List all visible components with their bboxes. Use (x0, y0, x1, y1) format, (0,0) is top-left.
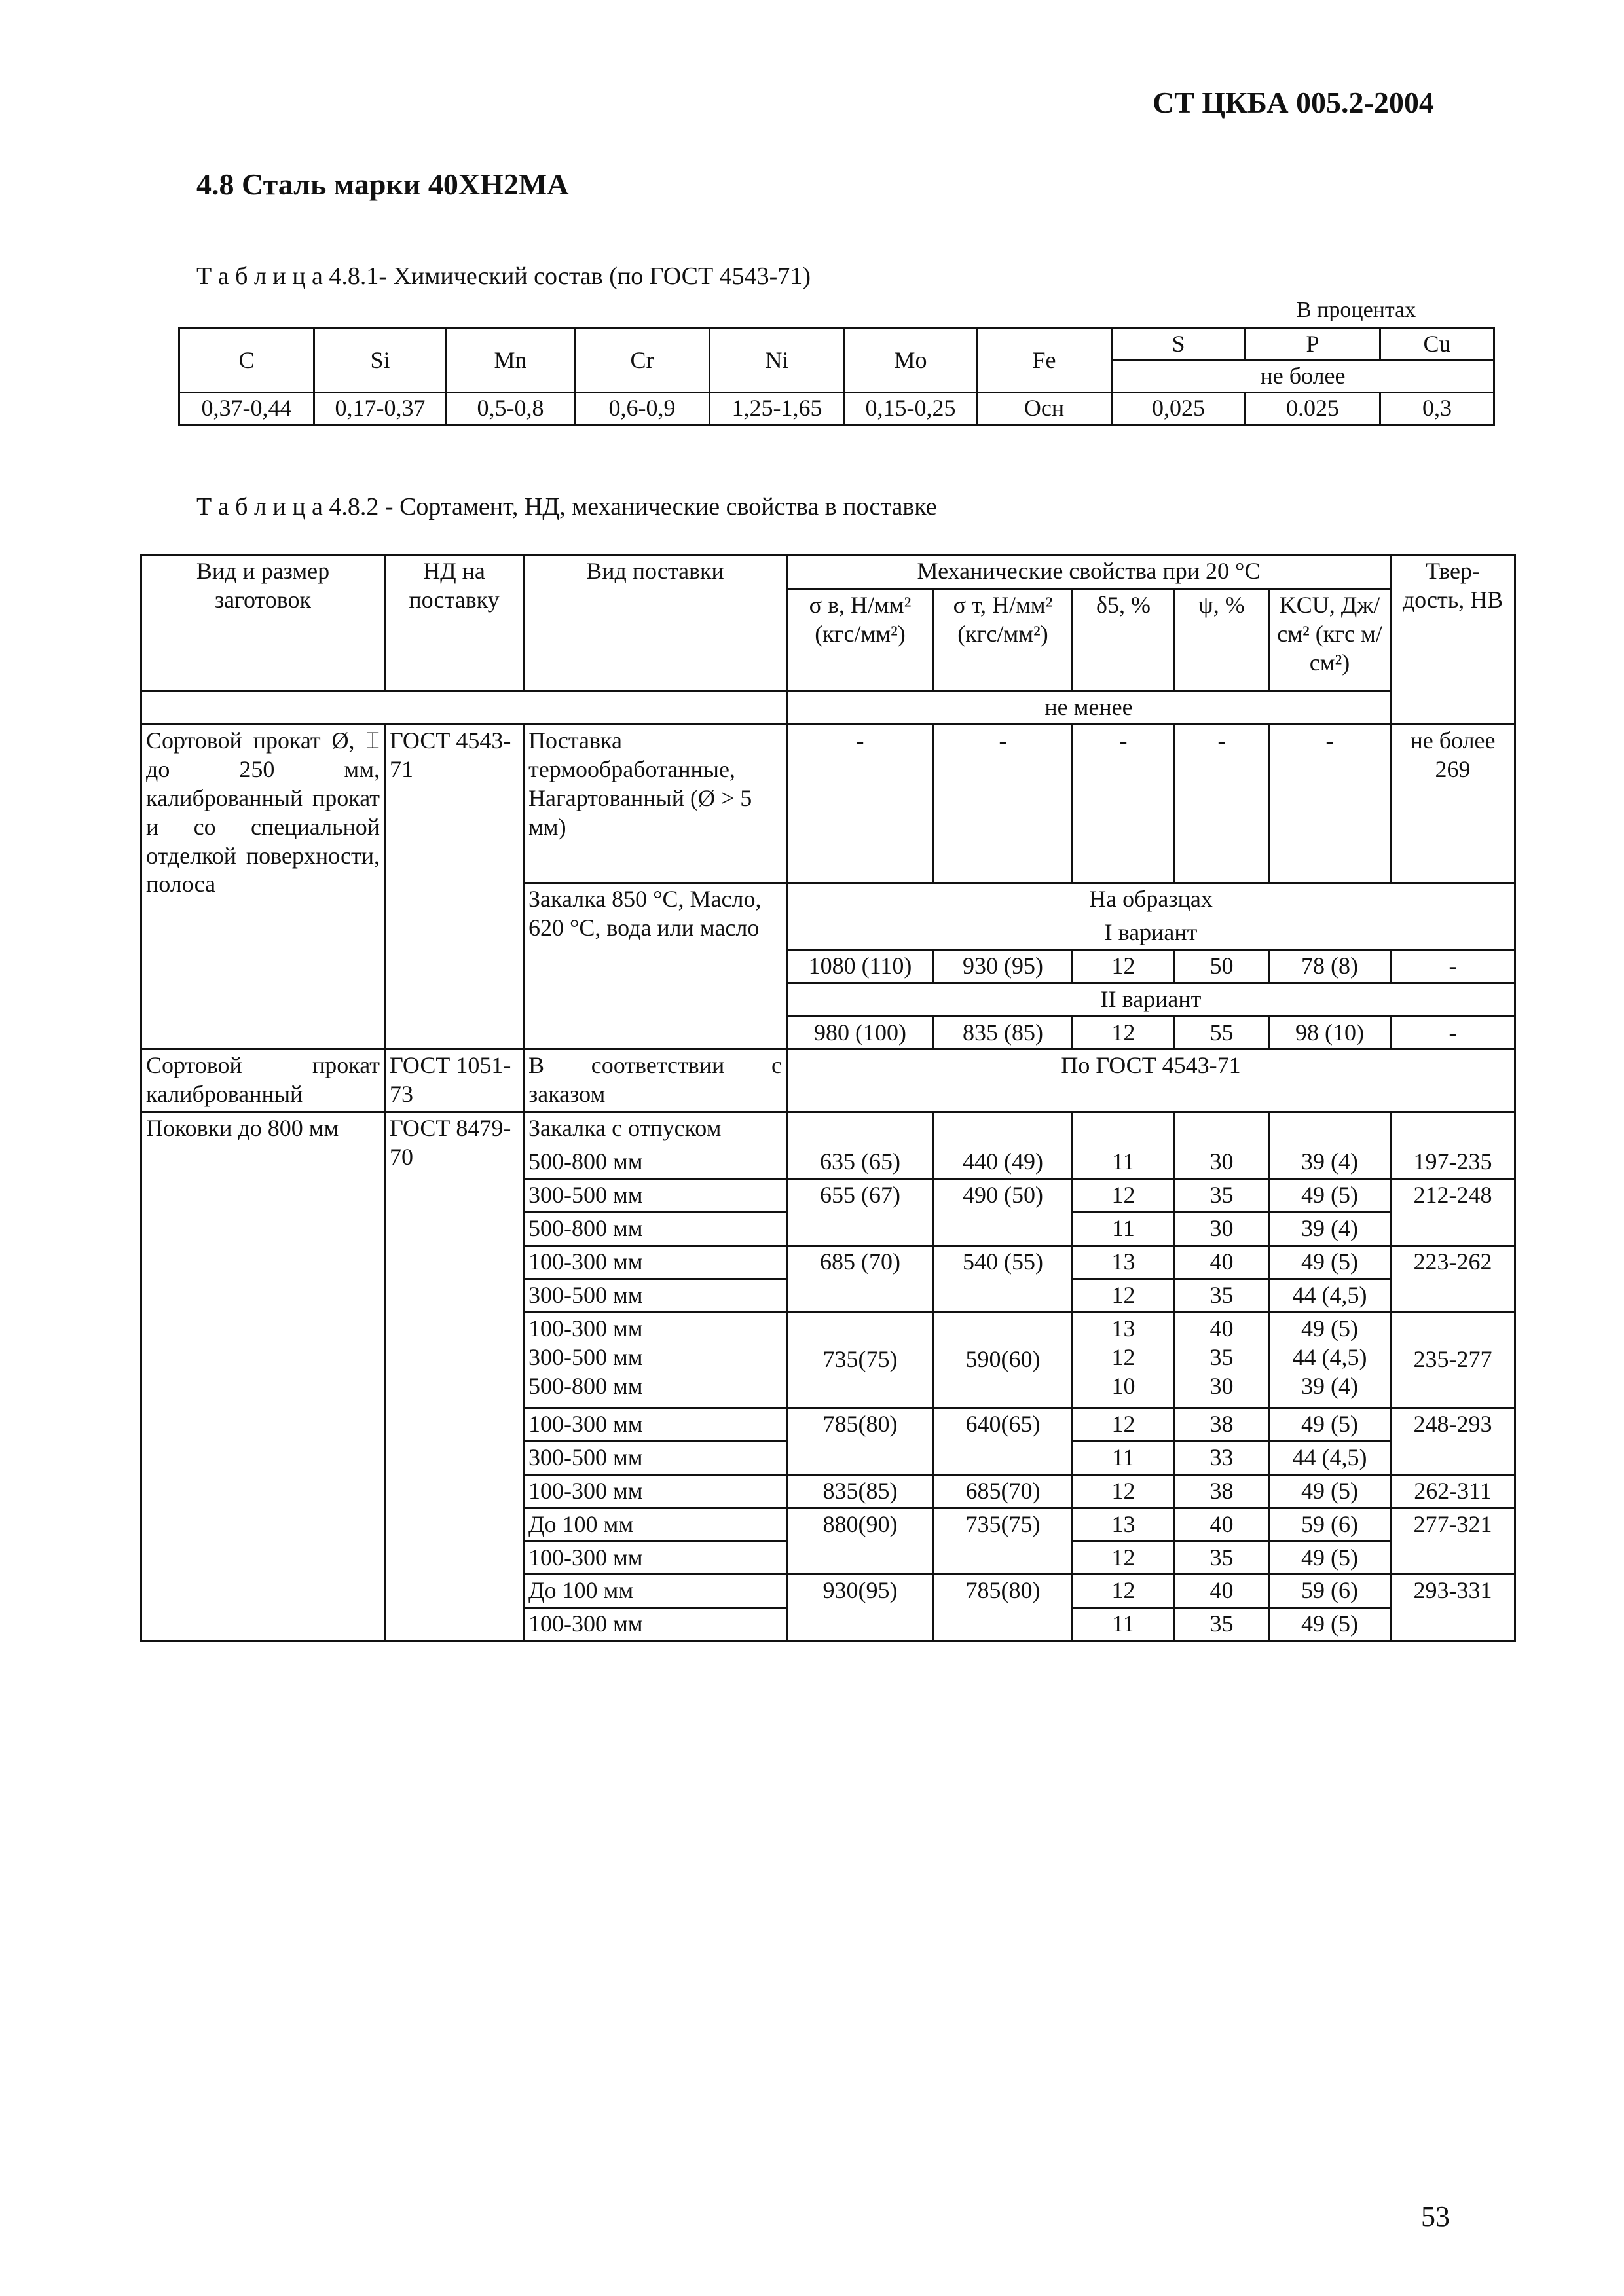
r6-psi: 38 (1175, 1408, 1269, 1441)
r0-hb: 197-235 (1391, 1112, 1515, 1179)
group1-na-obraztsah: На образцах (787, 883, 1515, 916)
dash-cell: - (1073, 724, 1175, 883)
header-sigma-t: σ т, Н/мм² (кгс/мм²) (934, 589, 1073, 691)
v2-kcu: 98 (10) (1269, 1016, 1391, 1049)
table2-caption: Т а б л и ц а 4.8.2 - Сортамент, НД, механические свойства в поставке (196, 493, 937, 520)
table-row (141, 724, 1515, 883)
r12-kcu: 49 (5) (1269, 1608, 1391, 1641)
v1-sigma-t: 930 (95) (934, 949, 1073, 983)
r5-size: 100-300 мм 300-500 мм 500-800 мм (524, 1312, 787, 1408)
r9-size: До 100 мм (524, 1508, 787, 1541)
r0-st: 440 (49) (934, 1112, 1073, 1179)
r3-hb: 223-262 (1391, 1246, 1515, 1313)
r11-hb: 293-331 (1391, 1575, 1515, 1641)
r8-psi: 38 (1175, 1474, 1269, 1508)
value-ni: 1,25-1,65 (710, 393, 845, 425)
group2-note: По ГОСТ 4543-71 (787, 1049, 1515, 1112)
r5-sv: 735(75) (787, 1312, 934, 1408)
group2-vid: Сортовой прокат калиброванный (141, 1049, 385, 1112)
r4-kcu: 44 (4,5) (1269, 1279, 1391, 1312)
header-cr: Cr (575, 329, 710, 393)
r12-size: 100-300 мм (524, 1608, 787, 1641)
header-p: P (1246, 329, 1380, 361)
table-row (141, 1112, 1515, 1146)
r7-psi: 33 (1175, 1441, 1269, 1474)
group1-nd: ГОСТ 4543-71 (385, 724, 524, 1049)
section-title: 4.8 Сталь марки 40ХН2МА (196, 168, 569, 201)
r5-psi: 40 35 30 (1175, 1312, 1269, 1408)
r8-hb: 262-311 (1391, 1474, 1515, 1508)
r10-size: 100-300 мм (524, 1541, 787, 1575)
dash-cell: - (1269, 724, 1391, 883)
value-s: 0,025 (1112, 393, 1246, 425)
r6-size: 100-300 мм (524, 1408, 787, 1441)
table-row (141, 1049, 1515, 1112)
value-si: 0,17-0,37 (314, 393, 447, 425)
v2-sigma-t: 835 (85) (934, 1016, 1073, 1049)
header-psi: ψ, % (1175, 589, 1269, 691)
page-number: 53 (1421, 2200, 1450, 2232)
header-cu: Cu (1380, 329, 1494, 361)
header-kcu: KCU, Дж/см² (кгс м/см²) (1269, 589, 1391, 691)
r5-d: 13 12 10 (1073, 1312, 1175, 1408)
v1-sigma-v: 1080 (110) (787, 949, 934, 983)
r9-sv: 880(90) (787, 1508, 934, 1575)
r1-d: 12 (1073, 1179, 1175, 1212)
r1-psi: 35 (1175, 1179, 1269, 1212)
header-sigma-v: σ в, Н/мм² (кгс/мм²) (787, 589, 934, 691)
r7-size: 300-500 мм (524, 1441, 787, 1474)
r2-psi: 30 (1175, 1212, 1269, 1246)
r2-size: 500-800 мм (524, 1212, 787, 1246)
group1-hb1: не более 269 (1391, 724, 1515, 883)
header-si: Si (314, 329, 447, 393)
group1-postavka2: Закалка 850 °С, Масло, 620 °С, вода или масло (524, 883, 787, 1049)
header-nd: НД на поставку (385, 555, 524, 691)
value-p: 0.025 (1246, 393, 1380, 425)
units-note: В процентах (1297, 298, 1416, 322)
r7-d: 11 (1073, 1441, 1175, 1474)
r12-psi: 35 (1175, 1608, 1269, 1641)
r1-sv: 655 (67) (787, 1179, 934, 1246)
header-s: S (1112, 329, 1246, 361)
v1-delta: 12 (1073, 949, 1175, 983)
table1-header-row (179, 329, 1494, 361)
document-code: СТ ЦКБА 005.2-2004 (1153, 86, 1434, 119)
header-ni: Ni (710, 329, 845, 393)
group2-postavka: В соответствии с заказом (524, 1049, 787, 1112)
group3-vid: Поковки до 800 мм (141, 1112, 385, 1641)
r11-kcu: 59 (6) (1269, 1575, 1391, 1608)
header-delta: δ5, % (1073, 589, 1175, 691)
group3-heading: Закалка с отпуском (524, 1112, 787, 1146)
table2-header-row (141, 555, 1515, 589)
r1-hb: 212-248 (1391, 1179, 1515, 1246)
v1-kcu: 78 (8) (1269, 949, 1391, 983)
v1-psi: 50 (1175, 949, 1269, 983)
group1-postavka1: Поставка термообработанные, Нагартованный (Ø > 5 мм) (524, 724, 787, 883)
r10-d: 12 (1073, 1541, 1175, 1575)
r1-kcu: 49 (5) (1269, 1179, 1391, 1212)
header-fe: Fe (977, 329, 1112, 393)
group3-nd: ГОСТ 8479-70 (385, 1112, 524, 1641)
header-hb: Твер-дость, HB (1391, 555, 1515, 725)
r6-hb: 248-293 (1391, 1408, 1515, 1474)
r8-st: 685(70) (934, 1474, 1073, 1508)
dash-cell: - (1175, 724, 1269, 883)
subheader-ne-bolee: не более (1112, 361, 1494, 393)
header-c: C (179, 329, 314, 393)
dash-cell: - (787, 724, 934, 883)
r9-d: 13 (1073, 1508, 1175, 1541)
r6-kcu: 49 (5) (1269, 1408, 1391, 1441)
mechanical-properties-table (140, 554, 1516, 1642)
r8-sv: 835(85) (787, 1474, 934, 1508)
table2-ne-menee-row (141, 691, 1515, 725)
value-cu: 0,3 (1380, 393, 1494, 425)
r6-d: 12 (1073, 1408, 1175, 1441)
r2-kcu: 39 (4) (1269, 1212, 1391, 1246)
header-ne-menee: не менее (787, 691, 1391, 725)
r9-kcu: 59 (6) (1269, 1508, 1391, 1541)
v2-psi: 55 (1175, 1016, 1269, 1049)
r8-kcu: 49 (5) (1269, 1474, 1391, 1508)
r1-size: 300-500 мм (524, 1179, 787, 1212)
header-vid: Вид и размер заготовок (141, 555, 385, 691)
value-c: 0,37-0,44 (179, 393, 314, 425)
value-cr: 0,6-0,9 (575, 393, 710, 425)
r0-sv: 635 (65) (787, 1112, 934, 1179)
r6-sv: 785(80) (787, 1408, 934, 1474)
r3-psi: 40 (1175, 1246, 1269, 1279)
v1-hb: - (1391, 949, 1515, 983)
r3-st: 540 (55) (934, 1246, 1073, 1313)
r0-size: 500-800 мм (524, 1146, 787, 1179)
r4-psi: 35 (1175, 1279, 1269, 1312)
r4-d: 12 (1073, 1279, 1175, 1312)
r5-hb: 235-277 (1391, 1312, 1515, 1408)
r8-d: 12 (1073, 1474, 1175, 1508)
r3-size: 100-300 мм (524, 1246, 787, 1279)
r5-kcu: 49 (5) 44 (4,5) 39 (4) (1269, 1312, 1391, 1408)
r10-psi: 35 (1175, 1541, 1269, 1575)
r11-st: 785(80) (934, 1575, 1073, 1641)
r0-d: 11 (1073, 1112, 1175, 1179)
dash-cell: - (934, 724, 1073, 883)
value-mo: 0,15-0,25 (845, 393, 977, 425)
group1-variant1: I вариант (787, 916, 1515, 949)
r7-kcu: 44 (4,5) (1269, 1441, 1391, 1474)
r10-kcu: 49 (5) (1269, 1541, 1391, 1575)
r9-st: 735(75) (934, 1508, 1073, 1575)
header-mo: Mo (845, 329, 977, 393)
r6-st: 640(65) (934, 1408, 1073, 1474)
r11-psi: 40 (1175, 1575, 1269, 1608)
header-mn: Mn (447, 329, 575, 393)
v2-delta: 12 (1073, 1016, 1175, 1049)
r11-size: До 100 мм (524, 1575, 787, 1608)
r8-size: 100-300 мм (524, 1474, 787, 1508)
header-postavka: Вид поставки (524, 555, 787, 691)
r3-kcu: 49 (5) (1269, 1246, 1391, 1279)
v2-hb: - (1391, 1016, 1515, 1049)
r2-d: 11 (1073, 1212, 1175, 1246)
r11-sv: 930(95) (787, 1575, 934, 1641)
group2-nd: ГОСТ 1051-73 (385, 1049, 524, 1112)
r0-kcu: 39 (4) (1269, 1112, 1391, 1179)
r9-psi: 40 (1175, 1508, 1269, 1541)
r4-size: 300-500 мм (524, 1279, 787, 1312)
value-mn: 0,5-0,8 (447, 393, 575, 425)
header-mech: Механические свойства при 20 °С (787, 555, 1391, 589)
r12-d: 11 (1073, 1608, 1175, 1641)
table1-values-row (179, 393, 1494, 425)
table1-caption: Т а б л и ц а 4.8.1- Химический состав (по ГОСТ 4543-71) (196, 263, 811, 290)
r9-hb: 277-321 (1391, 1508, 1515, 1575)
group1-variant2: II вариант (787, 983, 1515, 1016)
header-blank (141, 691, 787, 725)
value-fe: Осн (977, 393, 1112, 425)
chemical-composition-table (178, 327, 1495, 426)
group1-vid: Сортовой прокат Ø, ⌶ до 250 мм, калиброванный прокат и со специальной отделкой поверхности, полоса (141, 724, 385, 1049)
r11-d: 12 (1073, 1575, 1175, 1608)
r1-st: 490 (50) (934, 1179, 1073, 1246)
r0-psi: 30 (1175, 1112, 1269, 1179)
r3-d: 13 (1073, 1246, 1175, 1279)
r5-st: 590(60) (934, 1312, 1073, 1408)
r3-sv: 685 (70) (787, 1246, 934, 1313)
v2-sigma-v: 980 (100) (787, 1016, 934, 1049)
